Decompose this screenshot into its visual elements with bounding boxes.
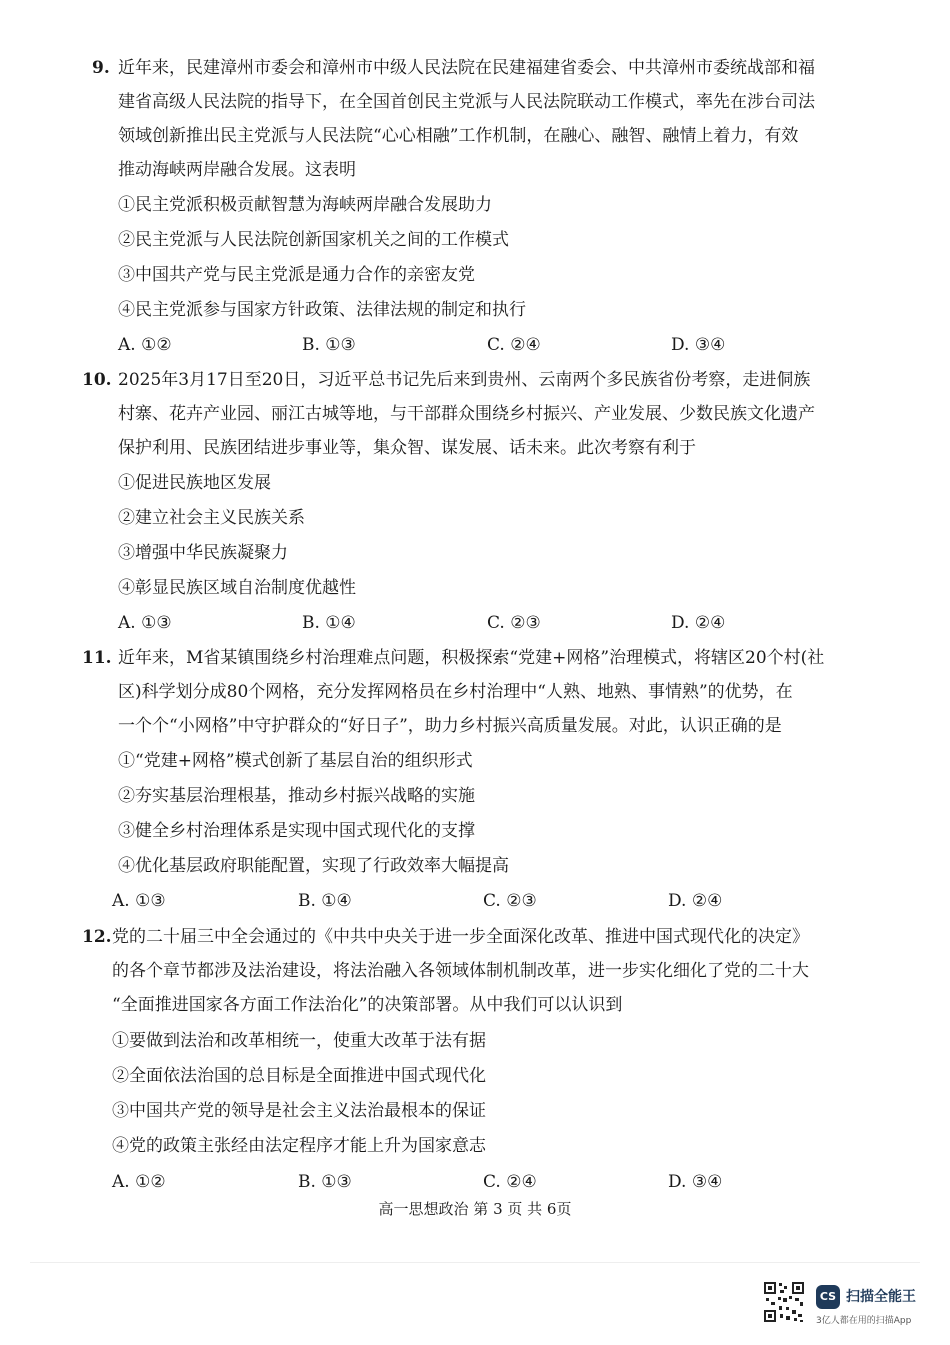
- statement-option: ④优化基层政府职能配置，实现了行政效率大幅提高: [118, 856, 509, 876]
- answer-choice-a: A. ①③: [118, 613, 172, 633]
- statement-option: ②民主党派与人民法院创新国家机关之间的工作模式: [118, 230, 509, 250]
- question-stem-line: 2025年3月17日至20日，习近平总书记先后来到贵州、云南两个多民族省份考察，走进侗族: [118, 370, 811, 390]
- qr-code-icon: [762, 1280, 806, 1324]
- answer-choice-b: B. ①③: [298, 1172, 352, 1192]
- camscanner-logo-icon: CS: [816, 1285, 840, 1309]
- answer-choice-a: A. ①③: [112, 891, 166, 911]
- answer-choice-d: D. ②④: [671, 613, 726, 633]
- divider: [30, 1262, 920, 1263]
- answer-choice-d: D. ③④: [668, 1172, 723, 1192]
- question-stem-line: 区)科学划分成80个网格，充分发挥网格员在乡村治理中“人熟、地熟、事情熟”的优势，在: [118, 682, 793, 702]
- scanner-watermark: [762, 1280, 932, 1332]
- question-stem-line: 推动海峡两岸融合发展。这表明: [118, 160, 356, 180]
- statement-option: ①民主党派积极贡献智慧为海峡两岸融合发展助力: [118, 195, 492, 215]
- question-stem-line: 保护利用、民族团结进步事业等，集众智、谋发展、话未来。此次考察有利于: [118, 438, 696, 458]
- answer-choice-a: A. ①②: [112, 1172, 166, 1192]
- statement-option: ①要做到法治和改革相统一，使重大改革于法有据: [112, 1031, 486, 1051]
- question-number: 12.: [82, 927, 112, 947]
- answer-choice-b: B. ①④: [302, 613, 356, 633]
- statement-option: ③中国共产党与民主党派是通力合作的亲密友党: [118, 265, 475, 285]
- camscanner-name: 扫描全能王: [846, 1289, 916, 1305]
- question-stem-line: 一个个“小网格”中守护群众的“好日子”，助力乡村振兴高质量发展。对此，认识正确的是: [118, 716, 782, 736]
- question-stem-line: 领域创新推出民主党派与人民法院“心心相融”工作机制，在融心、融智、融情上着力，有效: [118, 126, 799, 146]
- answer-choice-a: A. ①②: [118, 335, 172, 355]
- statement-option: ④彰显民族区域自治制度优越性: [118, 578, 356, 598]
- answer-choice-c: C. ②④: [483, 1172, 537, 1192]
- question-stem-line: 的各个章节都涉及法治建设，将法治融入各领域体制机制改革，进一步实化细化了党的二十大: [112, 961, 809, 981]
- answer-choice-d: D. ③④: [671, 335, 726, 355]
- answer-choice-b: B. ①③: [302, 335, 356, 355]
- question-number: 11.: [82, 648, 112, 668]
- statement-option: ③增强中华民族凝聚力: [118, 543, 288, 563]
- page-footer: 高一思想政治 第 3 页 共 6页: [378, 1200, 572, 1218]
- question-stem-line: 党的二十届三中全会通过的《中共中央关于进一步全面深化改革、推进中国式现代化的决定》: [112, 927, 809, 947]
- statement-option: ④党的政策主张经由法定程序才能上升为国家意志: [112, 1136, 486, 1156]
- question-stem-line: 近年来，民建漳州市委会和漳州市中级人民法院在民建福建省委会、中共漳州市委统战部和福: [118, 58, 815, 78]
- statement-option: ②全面依法治国的总目标是全面推进中国式现代化: [112, 1066, 486, 1086]
- statement-option: ③健全乡村治理体系是实现中国式现代化的支撑: [118, 821, 475, 841]
- answer-choice-d: D. ②④: [668, 891, 723, 911]
- question-stem-line: 村寨、花卉产业园、丽江古城等地，与干部群众围绕乡村振兴、产业发展、少数民族文化遗产: [118, 404, 815, 424]
- question-stem-line: 建省高级人民法院的指导下，在全国首创民主党派与人民法院联动工作模式，率先在涉台司法: [118, 92, 815, 112]
- answer-choice-b: B. ①④: [298, 891, 352, 911]
- camscanner-tagline: 3亿人都在用的扫描App: [816, 1316, 912, 1326]
- statement-option: ①促进民族地区发展: [118, 473, 271, 493]
- answer-choice-c: C. ②③: [487, 613, 541, 633]
- question-stem-line: “全面推进国家各方面工作法治化”的决策部署。从中我们可以认识到: [112, 995, 623, 1015]
- question-number: 9.: [92, 58, 110, 78]
- statement-option: ④民主党派参与国家方针政策、法律法规的制定和执行: [118, 300, 526, 320]
- question-stem-line: 近年来，M省某镇围绕乡村治理难点问题，积极探索“党建+网格”治理模式，将辖区20个村(社: [118, 648, 825, 668]
- statement-option: ②建立社会主义民族关系: [118, 508, 305, 528]
- statement-option: ①“党建+网格”模式创新了基层自治的组织形式: [118, 751, 473, 771]
- question-number: 10.: [82, 370, 112, 390]
- statement-option: ③中国共产党的领导是社会主义法治最根本的保证: [112, 1101, 486, 1121]
- answer-choice-c: C. ②③: [483, 891, 537, 911]
- answer-choice-c: C. ②④: [487, 335, 541, 355]
- statement-option: ②夯实基层治理根基，推动乡村振兴战略的实施: [118, 786, 475, 806]
